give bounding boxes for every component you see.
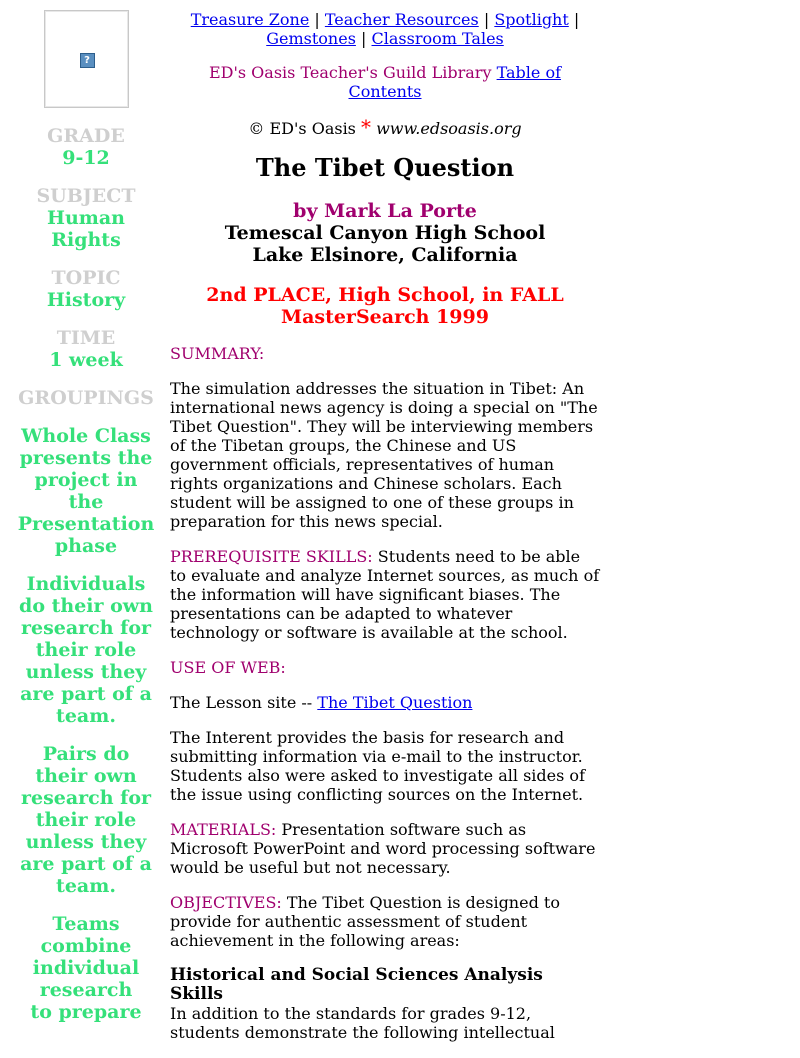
grade-label: GRADE [47, 125, 125, 147]
logo-image [44, 10, 129, 108]
prerequisites-text: Students need to be able to evaluate and analyze Internet sources, as much of the information will have significant biases. The presentations can be adapted to whatever technology or software is available at the school. [170, 547, 600, 642]
nav-link-treasure-zone[interactable]: Treasure Zone [190, 10, 310, 29]
summary-text: The simulation addresses the situation in Tibet: An international news agency is doing a special on "The Tibet Question". They will be interviewing members of the Tibetan groups, the Chinese and US government officials, representatives of human rights organizations and Chinese scholars. Each student will be assigned to one of these groups in preparation for this news special. [170, 379, 598, 531]
table-of-contents-link[interactable]: Table of Contents [348, 63, 562, 101]
objectives-paragraph [170, 893, 600, 950]
nav-separator: | [314, 10, 320, 29]
skills-text: In addition to the standards for grades 9-12, students demonstrate the following intellectual [170, 1004, 555, 1042]
prerequisites-paragraph [170, 547, 600, 642]
subject-value: Human Rights [47, 207, 125, 251]
web-heading: USE OF WEB: [170, 658, 286, 677]
objectives-text: The Tibet Question is designed to provide for authentic assessment of student achievement in the following areas: [170, 893, 560, 950]
topic-block [14, 267, 158, 311]
top-nav [170, 10, 600, 48]
grouping-teams: Teams combine individual research to prepare [30, 913, 142, 1023]
author-name: by Mark La Porte [293, 200, 477, 222]
lesson-site-link[interactable]: The Tibet Question [317, 693, 473, 712]
school-name: Temescal Canyon High School [224, 222, 546, 244]
school-location: Lake Elsinore, California [252, 244, 518, 266]
prerequisites-heading: PREREQUISITE SKILLS: [170, 547, 373, 566]
nav-separator: | [573, 10, 580, 29]
broken-image-icon: ? [80, 53, 95, 68]
groupings-label: GROUPINGS [18, 387, 154, 409]
grouping-pairs: Pairs do their own research for their role unless they are part of a team. [20, 743, 152, 897]
nav-link-spotlight[interactable]: Spotlight [494, 10, 569, 29]
subject-block [14, 185, 158, 251]
time-block [14, 327, 158, 371]
web-text: The Interent provides the basis for research and submitting information via e-mail to the instructor. Students also were asked to investigate all sides of the issue using conflicting sources on the Internet. [170, 728, 585, 804]
nav-separator: | [483, 10, 490, 29]
grouping-whole-class: Whole Class presents the project in the Presentation phase [17, 425, 155, 557]
skills-heading: Historical and Social Sciences Analysis Skills [170, 965, 543, 1004]
nav-link-gemstones[interactable]: Gemstones [266, 29, 356, 48]
subject-label: SUBJECT [36, 185, 136, 207]
lesson-site-prefix: The Lesson site -- [170, 693, 313, 712]
main-content [170, 10, 600, 1058]
topic-label: TOPIC [51, 267, 121, 289]
time-value: 1 week [49, 349, 123, 371]
materials-paragraph [170, 820, 600, 877]
summary-heading: SUMMARY: [170, 344, 265, 363]
grade-value: 9-12 [62, 147, 110, 169]
byline [170, 200, 600, 266]
lesson-site-line [170, 693, 600, 712]
nav-separator: | [361, 29, 367, 48]
copyright-text: © ED's Oasis [248, 119, 356, 138]
guild-text: ED's Oasis Teacher's Guild Library [208, 63, 492, 82]
nav-link-classroom-tales[interactable]: Classroom Tales [371, 29, 504, 48]
time-label: TIME [56, 327, 116, 349]
page-title: The Tibet Question [255, 153, 515, 182]
grade-block [14, 125, 158, 169]
site-url: www.edsoasis.org [376, 119, 522, 138]
materials-text: Presentation software such as Microsoft PowerPoint and word processing software would be useful but not necessary. [170, 820, 596, 877]
materials-heading: MATERIALS: [170, 820, 277, 839]
award-notice: 2nd PLACE, High School, in FALL MasterSearch 1999 [206, 284, 564, 328]
sidebar [14, 10, 158, 1039]
objectives-heading: OBJECTIVES: [170, 893, 282, 912]
copyright-line [170, 115, 600, 139]
topic-value: History [46, 289, 126, 311]
guild-header [170, 63, 600, 101]
star-icon: * [360, 115, 371, 139]
grouping-individuals: Individuals do their own research for their role unless they are part of a team. [19, 573, 153, 727]
nav-link-teacher-resources[interactable]: Teacher Resources [324, 10, 479, 29]
